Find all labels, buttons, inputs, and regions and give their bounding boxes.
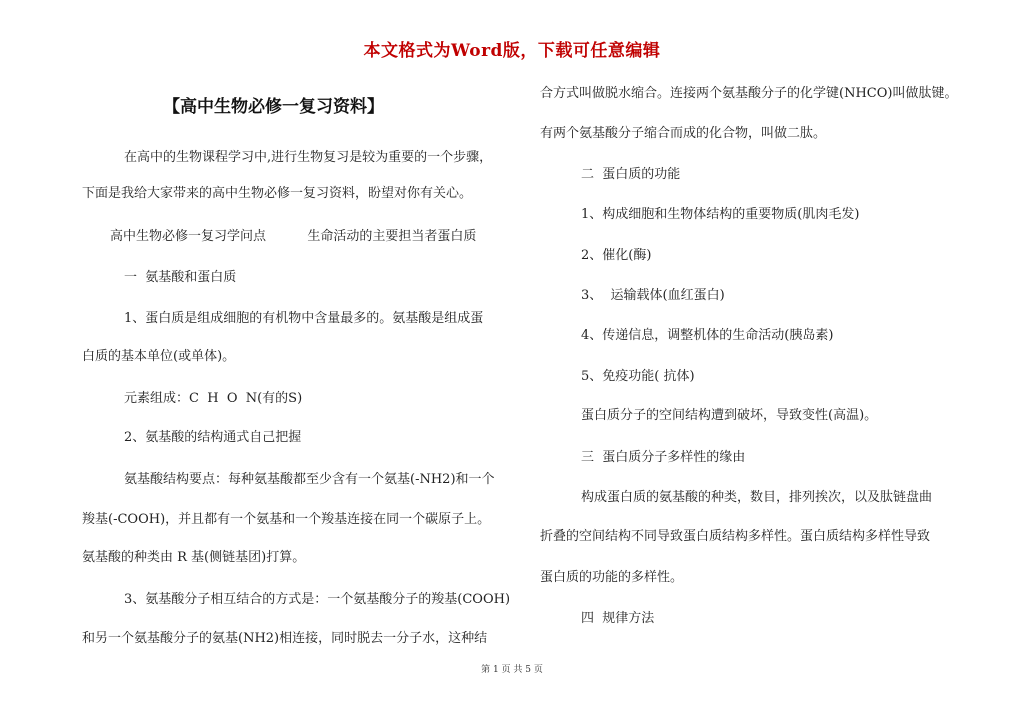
- right-line-5: 2、催化(酶): [581, 248, 652, 263]
- left-line-1: 在高中的生物课程学习中,进行生物复习是较为重要的一个步骤，: [124, 150, 493, 165]
- right-line-2: 有两个氨基酸分子缩合而成的化合物，叫做二肽。: [540, 126, 827, 141]
- right-line-11: 构成蛋白质的氨基酸的种类，数目，排列挨次，以及肽链盘曲: [581, 490, 933, 505]
- right-line-4: 1、构成细胞和生物体结构的重要物质(肌肉毛发): [581, 207, 860, 222]
- left-line-5: 1、蛋白质是组成细胞的有机物中含量最多的。氨基酸是组成蛋: [124, 311, 484, 326]
- right-line-8: 5、免疫功能( 抗体): [581, 369, 695, 384]
- right-line-13: 蛋白质的功能的多样性。: [540, 570, 684, 585]
- left-line-4: 一 氨基酸和蛋白质: [124, 270, 237, 285]
- left-line-13: 和另一个氨基酸分子的氨基(NH2)相连接，同时脱去一分子水，这种结: [82, 631, 488, 646]
- page-number-footer: 第 1 页 共 5 页: [481, 665, 543, 675]
- left-line-7: 元素组成：C H O N(有的S): [124, 391, 303, 406]
- right-line-7: 4、传递信息，调整机体的生命活动(胰岛素): [581, 328, 834, 343]
- left-line-3: 高中生物必修一复习学问点 生命活动的主要担当者蛋白质: [110, 229, 477, 244]
- document-title: 【高中生物必修一复习资料】: [163, 97, 384, 117]
- left-line-11: 氨基酸的种类由 R 基(侧链基团)打算。: [82, 550, 306, 565]
- format-banner: 本文格式为Word版，下载可任意编辑: [363, 41, 661, 61]
- left-line-9: 氨基酸结构要点：每种氨基酸都至少含有一个氨基(-NH2)和一个: [124, 472, 495, 487]
- left-line-12: 3、氨基酸分子相互结合的方式是：一个氨基酸分子的羧基(COOH): [124, 592, 511, 607]
- right-line-1: 合方式叫做脱水缩合。连接两个氨基酸分子的化学键(NHCO)叫做肽键。: [540, 86, 958, 101]
- right-line-14: 四 规律方法: [581, 611, 655, 626]
- left-line-2: 下面是我给大家带来的高中生物必修一复习资料，盼望对你有关心。: [82, 186, 473, 201]
- left-line-10: 羧基(-COOH)，并且都有一个氨基和一个羧基连接在同一个碳原子上。: [82, 512, 491, 527]
- left-line-8: 2、氨基酸的结构通式自己把握: [124, 430, 302, 445]
- right-line-12: 折叠的空间结构不同导致蛋白质结构多样性。蛋白质结构多样性导致: [540, 529, 931, 544]
- right-line-3: 二 蛋白质的功能: [581, 167, 681, 182]
- right-line-9: 蛋白质分子的空间结构遭到破坏，导致变性(高温)。: [581, 408, 878, 423]
- right-line-10: 三 蛋白质分子多样性的缘由: [581, 450, 746, 465]
- left-line-6: 白质的基本单位(或单体)。: [82, 349, 236, 364]
- right-line-6: 3、 运输载体(血红蛋白): [581, 288, 725, 303]
